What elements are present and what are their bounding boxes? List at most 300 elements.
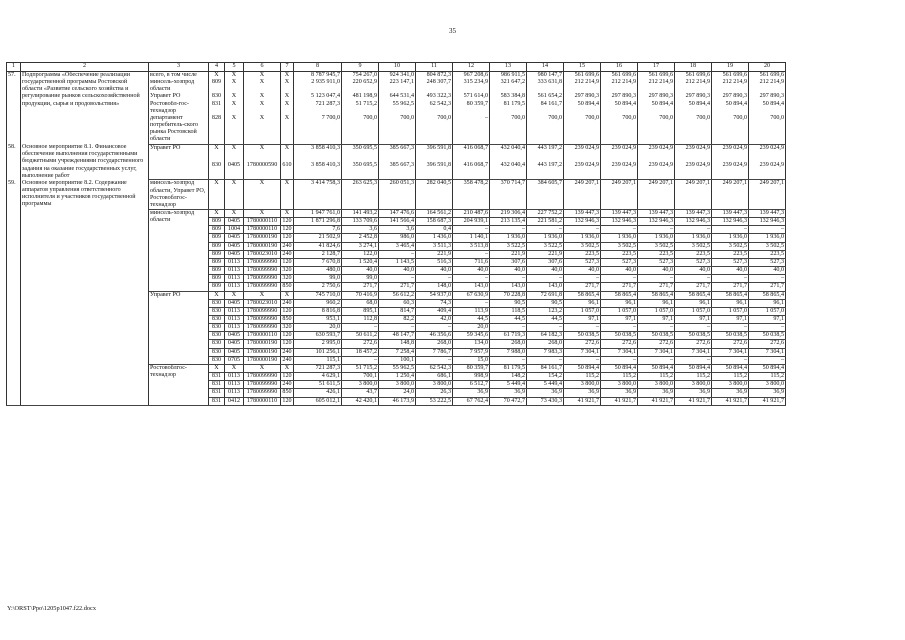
section-code: X: [225, 115, 244, 144]
amount-cell: 41 921,7: [675, 397, 712, 405]
amount-cell: 924 341,0: [379, 72, 416, 80]
amount-cell: 986 911,5: [490, 72, 527, 80]
amount-cell: 3,6: [342, 226, 379, 234]
amount-cell: 493 322,3: [416, 93, 453, 100]
amount-cell: 239 024,9: [601, 144, 638, 162]
amount-cell: 41 921,7: [564, 397, 601, 405]
amount-cell: 96,1: [638, 299, 675, 307]
amount-cell: –: [527, 226, 564, 234]
column-number: 7: [281, 63, 294, 72]
amount-cell: 132 946,3: [638, 218, 675, 226]
target-article-code: 1780099990: [244, 381, 281, 389]
expense-type-code: 240: [282, 250, 292, 257]
section-code: 0405: [225, 218, 244, 226]
amount-cell: 2 128,7: [294, 250, 342, 258]
ministry-code: 830: [209, 340, 225, 348]
amount-cell: 960,2: [294, 299, 342, 307]
amount-cell: 3 511,3: [416, 242, 453, 250]
section-code: X: [225, 79, 244, 93]
executor: Ростовоблгос-технадзор: [149, 364, 209, 405]
amount-cell: 15,0: [453, 356, 490, 364]
amount-cell: 164 561,2: [416, 209, 453, 217]
amount-cell: 41 921,7: [638, 397, 675, 405]
amount-cell: 97,1: [564, 316, 601, 324]
section-code: 0405: [225, 340, 244, 348]
target-article-code: 1780000110: [244, 218, 281, 226]
amount-cell: 895,1: [342, 307, 379, 315]
ministry-code: 809: [209, 226, 225, 234]
amount-cell: 36,9: [601, 389, 638, 397]
ministry-code: 809: [209, 242, 225, 250]
amount-cell: 272,6: [712, 340, 749, 348]
amount-cell: 115,2: [601, 373, 638, 381]
expense-type-code: X: [281, 79, 294, 93]
target-article-code: X: [244, 72, 281, 80]
amount-cell: 158 687,3: [416, 218, 453, 226]
amount-cell: 58 865,4: [712, 291, 749, 299]
amount-cell: 90,5: [490, 299, 527, 307]
section-code: 0405: [225, 299, 244, 307]
amount-cell: –: [749, 226, 786, 234]
amount-cell: 2 935 911,0: [294, 79, 342, 93]
amount-cell: 97,1: [749, 316, 786, 324]
column-number: 16: [601, 63, 638, 72]
amount-cell: 3 800,0: [564, 381, 601, 389]
amount-cell: 3 522,5: [527, 242, 564, 250]
amount-cell: 481 198,9: [342, 93, 379, 100]
amount-cell: 40,0: [416, 267, 453, 275]
target-article-code: 1780099990: [244, 316, 281, 324]
amount-cell: 1 057,0: [749, 307, 786, 315]
amount-cell: 221,9: [490, 250, 527, 258]
amount-cell: 350 695,5: [342, 162, 379, 180]
target-article-code: 1780000190: [244, 242, 281, 250]
amount-cell: 139 447,3: [675, 209, 712, 217]
target-article-code: 1780000110: [244, 397, 281, 405]
amount-cell: 297 890,3: [749, 93, 786, 100]
executor: Ростовобл-гос-технадзор: [149, 101, 209, 115]
amount-cell: 8 816,8: [294, 307, 342, 315]
amount-cell: –: [564, 324, 601, 332]
amount-cell: 61 719,3: [490, 332, 527, 340]
amount-cell: 96,1: [712, 299, 749, 307]
amount-cell: 58 865,4: [749, 291, 786, 299]
amount-cell: –: [453, 115, 490, 144]
target-article-code: X: [244, 115, 281, 144]
amount-cell: 212 214,9: [601, 79, 638, 93]
expense-type-code: 320: [282, 267, 292, 274]
amount-cell: 3 800,0: [638, 381, 675, 389]
expense-type-code: X: [281, 72, 294, 80]
amount-cell: –: [342, 356, 379, 364]
amount-cell: 7 983,3: [527, 348, 564, 356]
amount-cell: –: [527, 324, 564, 332]
amount-cell: –: [601, 324, 638, 332]
amount-cell: 754 267,0: [342, 72, 379, 80]
amount-cell: 804 872,3: [416, 72, 453, 80]
table-row: [7, 180, 786, 210]
amount-cell: 40,0: [712, 267, 749, 275]
expense-type-code: 120: [282, 397, 292, 404]
amount-cell: 297 890,3: [675, 93, 712, 100]
amount-cell: 223,5: [638, 250, 675, 258]
amount-cell: 55 962,5: [379, 364, 416, 372]
column-number: 5: [225, 63, 244, 72]
column-number: 4: [209, 63, 225, 72]
amount-cell: 132 946,3: [712, 218, 749, 226]
amount-cell: 3 522,5: [490, 242, 527, 250]
amount-cell: 700,0: [490, 115, 527, 144]
amount-cell: 527,3: [675, 258, 712, 266]
amount-cell: 2 750,6: [294, 283, 342, 291]
ministry-code: 830: [209, 299, 225, 307]
amount-cell: 561 699,6: [712, 72, 749, 80]
amount-cell: 7 670,8: [294, 258, 342, 266]
amount-cell: 40,0: [342, 267, 379, 275]
amount-cell: 40,0: [675, 267, 712, 275]
amount-cell: 143,0: [527, 283, 564, 291]
target-article-code: X: [244, 144, 281, 162]
amount-cell: 212 214,9: [638, 79, 675, 93]
amount-cell: 7 957,9: [453, 348, 490, 356]
activity-name: Основное мероприятие 8.1. Финансовое обеспечение выполнения государственными бюджетными учреждениями государственного задания на оказание государственных услуг, выполнение работ: [21, 144, 149, 180]
amount-cell: 721 287,3: [294, 101, 342, 115]
amount-cell: 268,0: [490, 340, 527, 348]
section-code: 0113: [225, 324, 244, 332]
amount-cell: 50 894,4: [564, 101, 601, 115]
amount-cell: 115,2: [712, 373, 749, 381]
amount-cell: 48 147,7: [379, 332, 416, 340]
amount-cell: –: [453, 226, 490, 234]
amount-cell: 385 667,3: [379, 144, 416, 162]
amount-cell: 70 416,9: [342, 291, 379, 299]
section-code: 0405: [225, 348, 244, 356]
ministry-code: 809: [209, 283, 225, 291]
executor: минсель-хозпрод области, Управет РО, Ростовоблгос-технадзор: [149, 180, 209, 210]
expense-type-code: 850: [282, 283, 292, 290]
amount-cell: 3 502,5: [712, 242, 749, 250]
amount-cell: 6 512,7: [453, 381, 490, 389]
amount-cell: 50 038,5: [675, 332, 712, 340]
amount-cell: –: [490, 324, 527, 332]
amount-cell: 416 068,7: [453, 162, 490, 180]
amount-cell: 204 939,1: [453, 218, 490, 226]
expense-type-code: 320: [282, 275, 292, 282]
expense-type-code: 120: [282, 218, 292, 225]
amount-cell: 80 359,7: [453, 101, 490, 115]
amount-cell: 7 304,1: [675, 348, 712, 356]
amount-cell: 50 038,5: [749, 332, 786, 340]
amount-cell: 561 699,6: [749, 72, 786, 80]
amount-cell: 1 936,0: [601, 234, 638, 242]
amount-cell: 700,0: [749, 115, 786, 144]
ministry-code: X: [209, 364, 225, 372]
amount-cell: 527,3: [638, 258, 675, 266]
amount-cell: 3 800,0: [379, 381, 416, 389]
amount-cell: 123,2: [527, 307, 564, 315]
expense-type-code: 120: [282, 340, 292, 347]
amount-cell: 271,7: [601, 283, 638, 291]
amount-cell: 112,8: [342, 316, 379, 324]
amount-cell: 97,1: [712, 316, 749, 324]
amount-cell: 239 024,9: [601, 162, 638, 180]
amount-cell: 97,1: [638, 316, 675, 324]
amount-cell: 239 024,9: [749, 162, 786, 180]
section-code: X: [225, 144, 244, 162]
amount-cell: 3 800,0: [712, 381, 749, 389]
amount-cell: 21 502,9: [294, 234, 342, 242]
section-code: X: [225, 101, 244, 115]
amount-cell: 18 457,2: [342, 348, 379, 356]
amount-cell: 432 040,4: [490, 144, 527, 162]
amount-cell: 42 420,1: [342, 397, 379, 405]
amount-cell: 700,0: [342, 115, 379, 144]
amount-cell: 97,1: [675, 316, 712, 324]
amount-cell: 50 894,4: [749, 101, 786, 115]
amount-cell: 1 871 296,8: [294, 218, 342, 226]
amount-cell: 36,9: [712, 389, 749, 397]
amount-cell: 0,4: [416, 226, 453, 234]
amount-cell: 36,9: [675, 389, 712, 397]
target-article-code: 1780000590: [244, 162, 281, 180]
executor: минсель-хозпрод области: [149, 209, 209, 291]
amount-cell: 227 752,2: [527, 209, 564, 217]
expense-type-code: 120: [282, 226, 292, 233]
amount-cell: –: [601, 226, 638, 234]
amount-cell: 20,0: [294, 324, 342, 332]
amount-cell: 64 182,3: [527, 332, 564, 340]
amount-cell: 986,0: [379, 234, 416, 242]
expense-type-code: X: [281, 180, 294, 210]
target-article-code: X: [244, 364, 281, 372]
amount-cell: 7 304,1: [712, 348, 749, 356]
row-number: 58.: [7, 144, 21, 180]
amount-cell: 113,9: [453, 307, 490, 315]
row-number: 57.: [7, 72, 21, 145]
ministry-code: 809: [209, 234, 225, 242]
expense-type-code: 120: [282, 307, 292, 314]
amount-cell: 40,0: [564, 267, 601, 275]
amount-cell: 41 921,7: [601, 397, 638, 405]
amount-cell: 1 936,0: [638, 234, 675, 242]
amount-cell: 3 414 758,3: [294, 180, 342, 210]
amount-cell: 644 531,4: [379, 93, 416, 100]
amount-cell: 5 123 047,4: [294, 93, 342, 100]
amount-cell: 221,9: [527, 250, 564, 258]
amount-cell: 43,7: [342, 389, 379, 397]
table-row: [7, 72, 786, 80]
amount-cell: 219 306,4: [490, 209, 527, 217]
ministry-code: 831: [209, 101, 225, 115]
amount-cell: 223 147,1: [379, 79, 416, 93]
amount-cell: 97,1: [601, 316, 638, 324]
amount-cell: 271,7: [379, 283, 416, 291]
amount-cell: 26,3: [416, 389, 453, 397]
amount-cell: 998,9: [453, 373, 490, 381]
amount-cell: 561 654,2: [527, 93, 564, 100]
amount-cell: 58 865,4: [638, 291, 675, 299]
amount-cell: 1 057,0: [638, 307, 675, 315]
column-number: 12: [453, 63, 490, 72]
amount-cell: 60,3: [379, 299, 416, 307]
amount-cell: 81 179,5: [490, 364, 527, 372]
amount-cell: 700,0: [379, 115, 416, 144]
amount-cell: 220 652,9: [342, 79, 379, 93]
ministry-code: 809: [209, 250, 225, 258]
amount-cell: –: [749, 275, 786, 283]
amount-cell: 516,3: [416, 258, 453, 266]
column-number: 17: [638, 63, 675, 72]
amount-cell: 239 024,9: [712, 144, 749, 162]
file-path-footer: Y:\ORST\Ppo\1205p1047.f22.docx: [7, 605, 96, 612]
target-article-code: X: [244, 180, 281, 210]
amount-cell: –: [453, 250, 490, 258]
amount-cell: 99,0: [294, 275, 342, 283]
expense-type-code: 240: [282, 242, 292, 249]
amount-cell: 333 631,8: [527, 79, 564, 93]
amount-cell: 272,6: [638, 340, 675, 348]
amount-cell: 268,0: [527, 340, 564, 348]
section-code: 0405: [225, 332, 244, 340]
section-code: 0113: [225, 258, 244, 266]
expense-type-code: 610: [281, 162, 294, 180]
amount-cell: 8 787 945,7: [294, 72, 342, 80]
amount-cell: –: [416, 356, 453, 364]
amount-cell: 297 890,3: [638, 93, 675, 100]
ministry-code: 830: [209, 332, 225, 340]
section-code: 0405: [225, 162, 244, 180]
amount-cell: 426,1: [294, 389, 342, 397]
target-article-code: 1780000190: [244, 340, 281, 348]
section-code: X: [225, 93, 244, 100]
ministry-code: 830: [209, 316, 225, 324]
target-article-code: X: [244, 79, 281, 93]
amount-cell: 41 921,7: [712, 397, 749, 405]
amount-cell: 3 800,0: [749, 381, 786, 389]
ministry-code: 828: [209, 115, 225, 144]
section-code: 0405: [225, 242, 244, 250]
amount-cell: 134,0: [453, 340, 490, 348]
target-article-code: X: [244, 101, 281, 115]
section-code: 0113: [225, 307, 244, 315]
amount-cell: 282 040,5: [416, 180, 453, 210]
amount-cell: 605 012,1: [294, 397, 342, 405]
amount-cell: 315 234,9: [453, 79, 490, 93]
column-number: 9: [342, 63, 379, 72]
ministry-code: 809: [209, 79, 225, 93]
column-number: 3: [149, 63, 209, 72]
executor: департамент потребитель-ского рынка Ростовской области: [149, 115, 209, 144]
amount-cell: 700,0: [416, 115, 453, 144]
expense-type-code: X: [281, 209, 294, 217]
column-number: 10: [379, 63, 416, 72]
amount-cell: 1 057,0: [564, 307, 601, 315]
amount-cell: –: [527, 275, 564, 283]
ministry-code: X: [209, 291, 225, 299]
ministry-code: 809: [209, 267, 225, 275]
amount-cell: 44,5: [527, 316, 564, 324]
amount-cell: –: [712, 356, 749, 364]
ministry-code: 830: [209, 93, 225, 100]
amount-cell: 700,0: [601, 115, 638, 144]
ministry-code: 830: [209, 356, 225, 364]
amount-cell: 3 800,0: [342, 381, 379, 389]
section-code: 0405: [225, 250, 244, 258]
amount-cell: –: [564, 226, 601, 234]
amount-cell: 5 449,4: [527, 381, 564, 389]
amount-cell: 84 161,7: [527, 364, 564, 372]
amount-cell: 239 024,9: [749, 144, 786, 162]
amount-cell: –: [712, 226, 749, 234]
expense-type-code: X: [281, 93, 294, 100]
activity-name: Подпрограмма «Обеспечение реализации государственной программы Ростовской области «Развитие сельского хозяйства и регулирование рынков сельскохозяйственной продукции, сырья и продовольствия»: [21, 72, 149, 145]
amount-cell: 396 591,8: [416, 162, 453, 180]
amount-cell: 50 038,5: [712, 332, 749, 340]
amount-cell: 571 614,0: [453, 93, 490, 100]
expense-type-code: X: [281, 364, 294, 372]
amount-cell: 527,3: [749, 258, 786, 266]
amount-cell: –: [675, 356, 712, 364]
amount-cell: 370 714,7: [490, 180, 527, 210]
section-code: X: [225, 72, 244, 80]
amount-cell: 50 894,4: [601, 364, 638, 372]
target-article-code: 1780000190: [244, 234, 281, 242]
amount-cell: 1 936,0: [564, 234, 601, 242]
amount-cell: 239 024,9: [564, 144, 601, 162]
amount-cell: 50 894,4: [564, 364, 601, 372]
amount-cell: 1 057,0: [601, 307, 638, 315]
amount-cell: 133 709,6: [342, 218, 379, 226]
ministry-code: X: [209, 72, 225, 80]
amount-cell: –: [379, 275, 416, 283]
amount-cell: –: [675, 226, 712, 234]
amount-cell: –: [379, 324, 416, 332]
amount-cell: –: [749, 356, 786, 364]
amount-cell: 7 304,1: [638, 348, 675, 356]
amount-cell: 221 581,2: [527, 218, 564, 226]
amount-cell: 1 936,0: [712, 234, 749, 242]
amount-cell: –: [675, 275, 712, 283]
amount-cell: 249 207,1: [601, 180, 638, 210]
amount-cell: 3 502,5: [601, 242, 638, 250]
target-article-code: 1780000190: [244, 348, 281, 356]
amount-cell: –: [638, 356, 675, 364]
amount-cell: 223,5: [564, 250, 601, 258]
amount-cell: 143,0: [453, 283, 490, 291]
amount-cell: –: [379, 250, 416, 258]
amount-cell: 3 800,0: [416, 381, 453, 389]
amount-cell: 40,0: [490, 267, 527, 275]
amount-cell: 7 304,1: [749, 348, 786, 356]
amount-cell: 132 946,3: [675, 218, 712, 226]
amount-cell: 115,2: [564, 373, 601, 381]
section-code: 0113: [225, 389, 244, 397]
amount-cell: 148,0: [416, 283, 453, 291]
amount-cell: 54 937,0: [416, 291, 453, 299]
section-code: 0113: [225, 316, 244, 324]
amount-cell: 3 858 410,3: [294, 162, 342, 180]
amount-cell: 3 800,0: [675, 381, 712, 389]
amount-cell: –: [490, 226, 527, 234]
amount-cell: 700,0: [675, 115, 712, 144]
amount-cell: 67 762,4: [453, 397, 490, 405]
amount-cell: 50 894,4: [675, 364, 712, 372]
amount-cell: 3 502,5: [564, 242, 601, 250]
amount-cell: –: [564, 275, 601, 283]
amount-cell: 96,1: [675, 299, 712, 307]
amount-cell: 56 612,2: [379, 291, 416, 299]
section-code: 0113: [225, 283, 244, 291]
